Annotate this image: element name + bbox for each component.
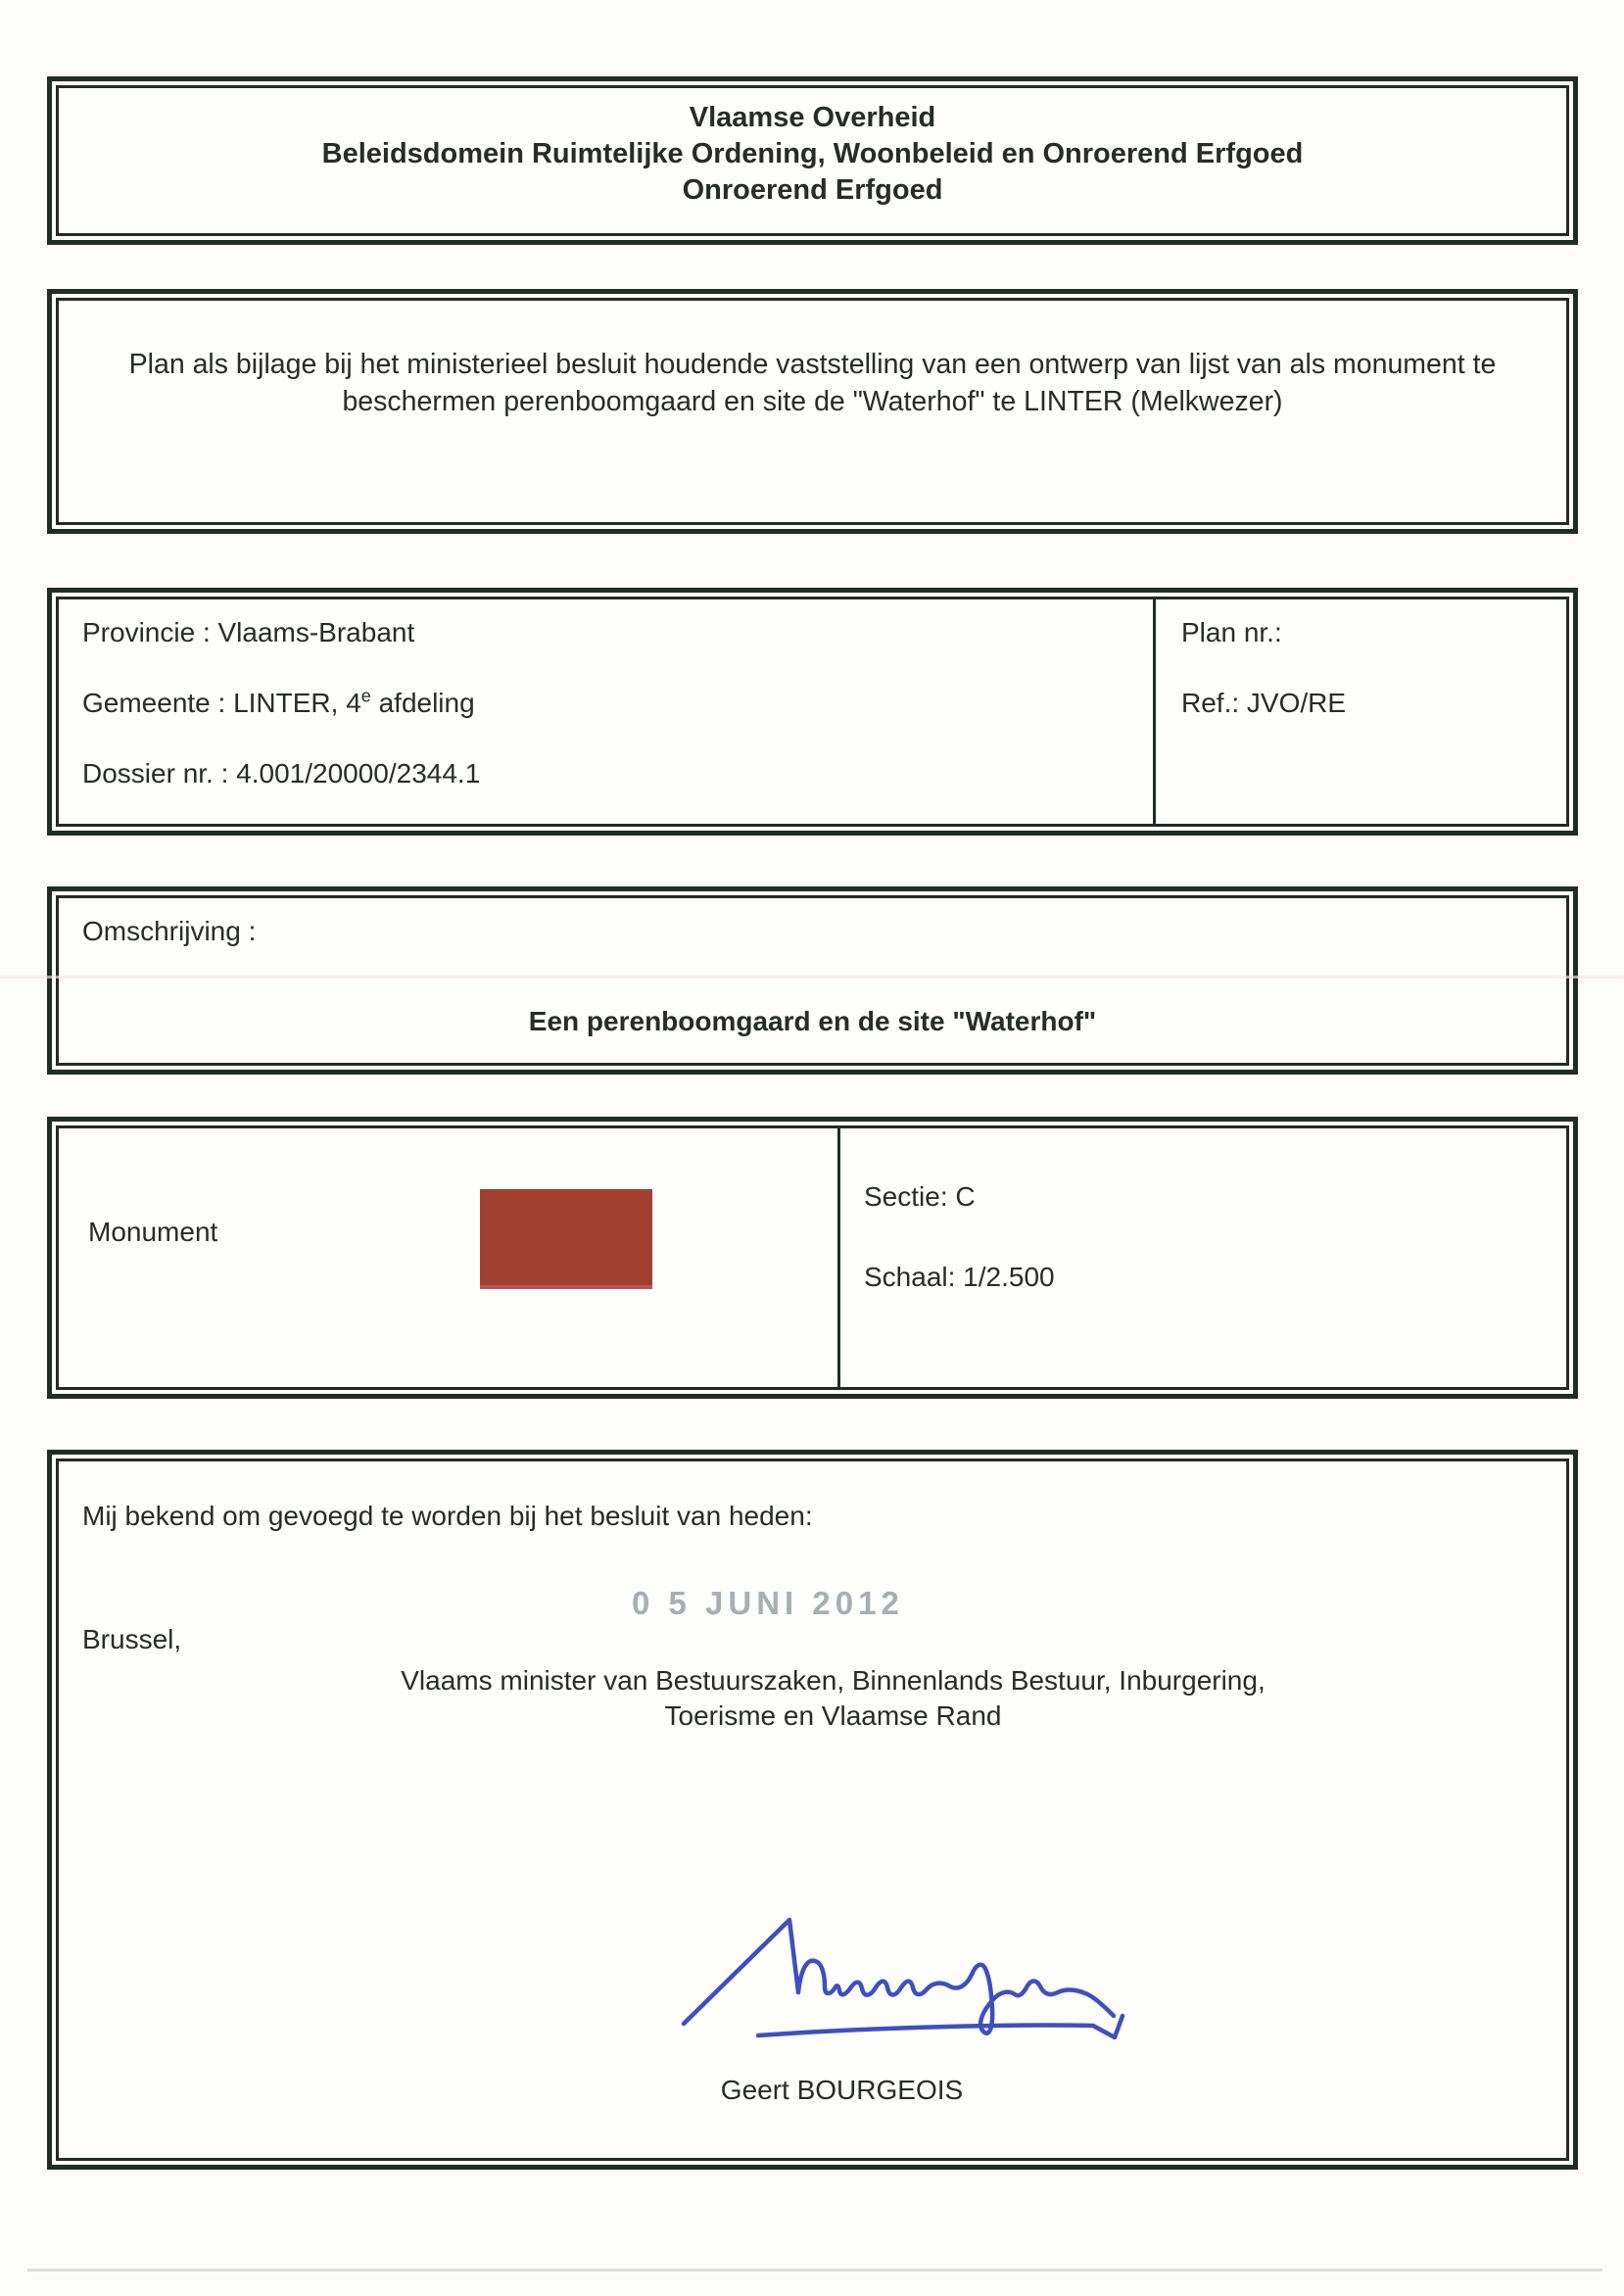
attestation-text: Mij bekend om gevoegd te worden bij het besluit van heden: — [82, 1501, 813, 1531]
signature-box — [47, 1450, 1578, 2170]
omschrijving-inner-border — [56, 895, 1569, 1066]
monument-color-swatch — [480, 1189, 652, 1289]
letterhead-box — [47, 76, 1578, 245]
scan-streak — [0, 976, 1624, 979]
monument-label: Monument — [88, 1217, 218, 1247]
letterhead-box-inner-border — [56, 85, 1569, 236]
dossier-details-box — [47, 588, 1578, 836]
signatory-name: Geert BOURGEOIS — [720, 2075, 964, 2105]
gemeente-text: Gemeente : LINTER, 4 — [82, 688, 361, 718]
dossier-nr-field: Dossier nr. : 4.001/20000/2344.1 — [82, 758, 481, 789]
handwritten-signature — [676, 1904, 1136, 2061]
schaal-field: Schaal: 1/2.500 — [864, 1262, 1055, 1292]
signature-inner-border — [56, 1459, 1569, 2161]
plan-note-text: Plan als bijlage bij het ministerieel besluit houdende vaststelling van een ontwerp van lijst van als monument te beschermen perenboomgaard en site de "Waterhof" te LINTER (Melkwezer) — [128, 349, 1497, 417]
column-divider — [1153, 599, 1156, 824]
minister-title-line2: Toerisme en Vlaamse Rand — [664, 1700, 1002, 1731]
plan-note-box-inner-border — [56, 298, 1569, 525]
minister-title-line1: Vlaams minister van Bestuurszaken, Binnenlands Bestuur, Inburgering, — [401, 1665, 1266, 1696]
omschrijving-value: Een perenboomgaard en de site "Waterhof" — [528, 1006, 1097, 1036]
provincie-field: Provincie : Vlaams-Brabant — [82, 617, 415, 647]
legend-column-divider — [837, 1128, 840, 1387]
date-stamp: 0 5 JUNI 2012 — [632, 1585, 904, 1621]
omschrijving-label: Omschrijving : — [82, 916, 257, 946]
gemeente-suffix: afdeling — [370, 688, 475, 718]
dossier-details-inner-border — [56, 597, 1569, 827]
sectie-field: Sectie: C — [864, 1181, 976, 1212]
org-name: Vlaamse Overheid — [689, 102, 936, 133]
gemeente-superscript: e — [360, 686, 371, 706]
org-division: Onroerend Erfgoed — [682, 174, 943, 206]
legend-inner-border — [56, 1125, 1569, 1390]
legend-box — [47, 1117, 1578, 1399]
plan-nr-field: Plan nr.: — [1181, 617, 1282, 647]
footer-scan-line — [27, 2269, 1602, 2272]
signature-ink-svg — [676, 1904, 1136, 2061]
gemeente-field — [82, 686, 475, 721]
ref-field: Ref.: JVO/RE — [1181, 688, 1347, 718]
org-department: Beleidsdomein Ruimtelijke Ordening, Woonbeleid en Onroerend Erfgoed — [321, 138, 1304, 169]
omschrijving-box — [47, 886, 1578, 1075]
plan-note-box — [47, 289, 1578, 534]
place-label: Brussel, — [82, 1624, 182, 1654]
